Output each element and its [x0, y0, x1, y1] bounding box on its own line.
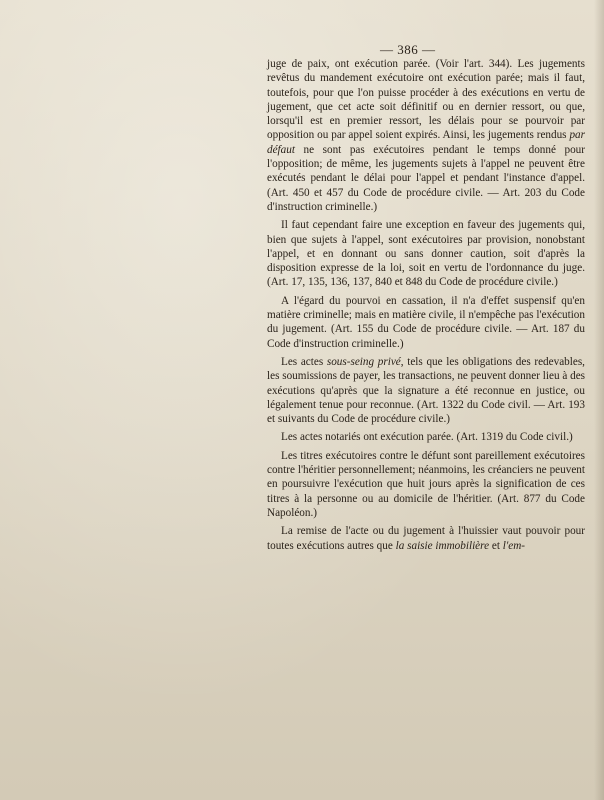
paragraph: Les titres exécutoires contre le défunt sont pareillement exécutoires contre l'héritier personnellement; néanmoins, les créanciers ne peuvent en poursuivre l'exécution que huit jours après la signification de ces titres à la personne ou au domicile de l'héritier. (Art. 877 du Code Napoléon.): [267, 449, 585, 519]
page-number: — 386 —: [380, 42, 436, 57]
paragraph: Les actes sous-seing privé, tels que les obligations des redevables, les soumissions de payer, les transactions, ne peuvent donner lieu à des exécutions qu'après que la signature a été reconnue en justice, ou légalement tenue pour reconnue. (Art. 1322 du Code civil. — Art. 193 et suivants du Code de procédure civile.): [267, 355, 586, 426]
paragraph: juge de paix, ont exécution parée. (Voir l'art. 344). Les jugements revêtus du mandement exécutoire ont exécution parée; mais il faut, toutefois, pour que l'on puisse procéder à des exécutions en vertu de jugement, que cet acte soit définitif ou en dernier ressort, ou que, lorsqu'il est en premier ressort, les délais pour se pourvoir par opposition ou par appel soient expirés. Ainsi, les jugements rendus par défaut ne sont pas exécutoires pendant le temps donné pour l'opposition; de même, les jugements sujets à l'appel ne peuvent être exécutés pendant le délai pour l'appel et pendant l'instance d'appel. (Art. 450 et 457 du Code de procédure civile. — Art. 203 du Code d'instruction criminelle.): [267, 58, 585, 213]
page-edge-shadow: [594, 0, 604, 800]
body-text: [267, 57, 585, 553]
paragraph: Les actes notariés ont exécution parée. (Art. 1319 du Code civil.): [281, 431, 573, 444]
paragraph: La remise de l'acte ou du jugement à l'huissier vaut pouvoir pour toutes exécutions autres que la saisie immobilière et l'em-: [267, 525, 585, 552]
paragraph: Il faut cependant faire une exception en faveur des jugements qui, bien que sujets à l'appel, sont exécutoires par provision, nonobstant l'appel, et en donnant ou sans donner caution, soit d'après la disposition expresse de la loi, soit en vertu de l'ordonnance du juge. (Art. 17, 135, 136, 137, 840 et 848 du Code de procédure civile.): [267, 219, 585, 289]
paragraph: A l'égard du pourvoi en cassation, il n'a d'effet suspensif qu'en matière criminelle; mais en matière civile, il n'empêche pas l'exécution du jugement. (Art. 155 du Code de procédure civile. — Art. 187 du Code d'instruction criminelle.): [267, 294, 585, 350]
